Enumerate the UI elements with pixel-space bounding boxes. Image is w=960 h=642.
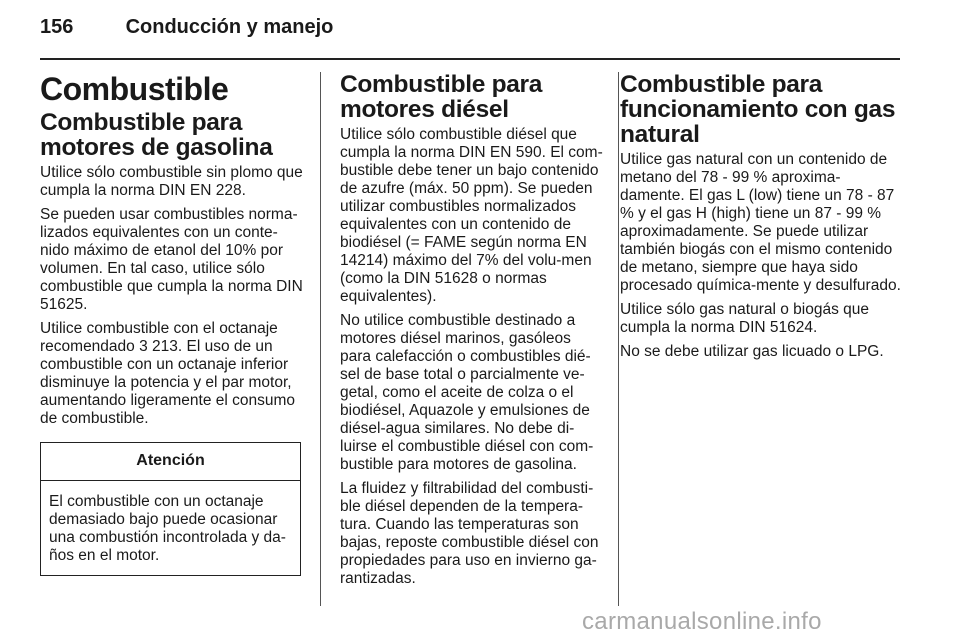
gasolina-paragraph-2: Se pueden usar combustibles norma-lizados equivalentes con un conte-nido máximo de etanol del 10% por volumen. En tal caso, utilice sólo combustible que cumpla la norma DIN 51625. [40,206,303,313]
page-header [40,16,333,39]
diesel-paragraph-3: La fluidez y filtrabilidad del combusti-ble diésel dependen de la tempera-tura. Cuando las temperaturas son bajas, reposte combustible diésel con propiedades para uso en invierno ga-rantizadas. [340,480,599,587]
gas-paragraph-2: Utilice sólo gas natural o biogás que cumpla la norma DIN 51624. [620,301,870,336]
diesel-paragraph-1: Utilice sólo combustible diésel que cumpla la norma DIN EN 590. El com-bustible debe tener un bajo contenido de azufre (máx. 50 ppm). Se pueden utilizar combustibles normalizados equivalentes con un contenido de biodiésel (= FAME según norma EN 14214) máximo del 7% del volu-men (como la DIN 51628 o normas equivalentes). [340,126,603,305]
attention-body: El combustible con un octanaje demasiado bajo puede ocasionar una combustión incontrolada y da-ños en el motor. [49,493,286,564]
gasolina-heading: Combustible para motores de gasolina [40,109,273,161]
column-divider [320,72,321,606]
column-divider [618,72,619,606]
gasolina-paragraph-3: Utilice combustible con el octanaje recomendado 3 213. El uso de un combustible con un octanaje inferior disminuye la potencia y el par motor, aumentando ligeramente el consumo de combustible. [40,320,296,427]
diesel-heading: Combustible para motores diésel [340,71,543,123]
gas-paragraph-3: No se debe utilizar gas licuado o LPG. [620,343,884,360]
gas-heading: Combustible para funcionamiento con gas natural [620,71,896,148]
page-number: 156 [40,16,74,38]
section-title: Combustible [40,71,229,107]
diesel-paragraph-2: No utilice combustible destinado a motores diésel marinos, gasóleos para calefacción o combustibles dié-sel de base total o parcialmente ve-getal, como el aceite de colza o el biodiésel, Aquazole y emulsiones de diésel-agua similares. No debe di-luirse el combustible diésel con com-bustible para motores de gasolina. [340,312,594,473]
attention-box [40,442,301,576]
header-rule [40,58,900,60]
gasolina-paragraph-1: Utilice sólo combustible sin plomo que cumpla la norma DIN EN 228. [40,164,303,199]
attention-title: Atención [41,443,300,481]
gas-paragraph-1: Utilice gas natural con un contenido de metano del 78 - 99 % aproxima-damente. El gas L (low) tiene un 78 - 87 % y el gas H (high) tiene un 87 - 99 % aproximadamente. Se puede utilizar también biogás con el mismo contenido de metano, siempre que haya sido procesado química-mente y desulfurado. [620,151,901,294]
column-right [620,72,904,367]
column-left [40,72,304,576]
column-middle [340,72,604,594]
watermark: carmanualsonline.info [582,608,822,635]
chapter-title: Conducción y manejo [125,16,334,38]
